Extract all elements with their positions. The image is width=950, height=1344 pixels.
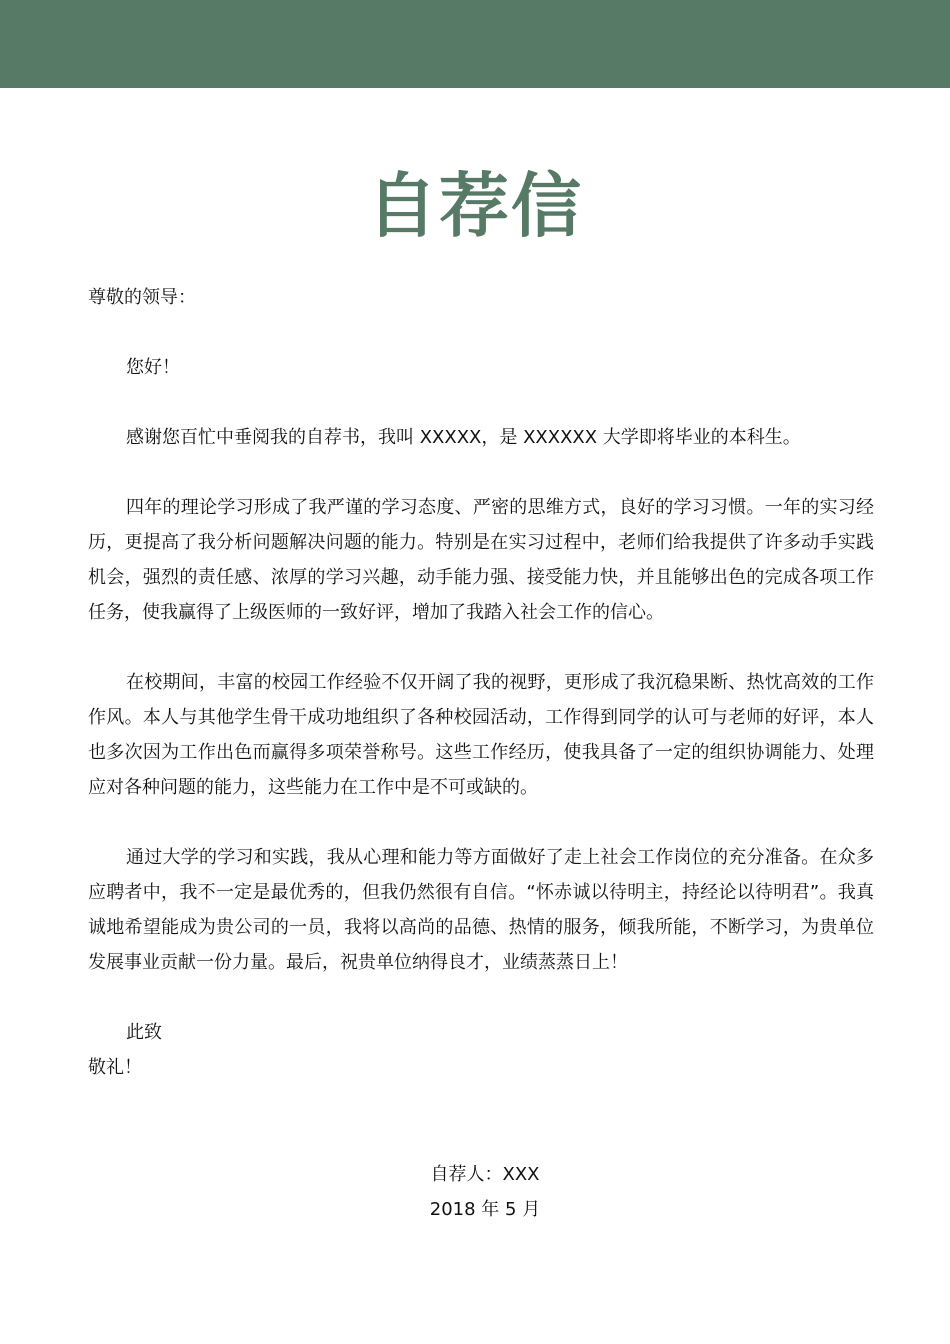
header-band bbox=[0, 0, 950, 88]
paragraph-study: 四年的理论学习形成了我严谨的学习态度、严密的思维方式，良好的学习习惯。一年的实习经历，更提高了我分析问题解决问题的能力。特别是在实习过程中，老师们给我提供了许多动手实践机会，强烈的责任感、浓厚的学习兴趣，动手能力强、接受能力快，并且能够出色的完成各项工作任务，使我赢得了上级医师的一致好评，增加了我踏入社会工作的信心。 bbox=[88, 497, 874, 623]
signature-name: 自荐人：XXX bbox=[430, 1164, 540, 1185]
page-title: 自荐信 bbox=[367, 165, 583, 247]
letter-body bbox=[88, 280, 874, 1085]
paragraph-conclusion: 通过大学的学习和实践，我从心理和能力等方面做好了走上社会工作岗位的充分准备。在众多应聘者中，我不一定是最优秀的，但我仍然很有自信。“怀赤诚以待明主，持经论以待明君”。我真诚地希望能成为贵公司的一员，我将以高尚的品德、热情的服务，倾我所能，不断学习，为贵单位发展事业贡献一份力量。最后，祝贵单位纳得良才，业绩蒸蒸日上！ bbox=[88, 847, 874, 973]
paragraph-campus: 在校期间，丰富的校园工作经验不仅开阔了我的视野，更形成了我沉稳果断、热忱高效的工作作风。本人与其他学生骨干成功地组织了各种校园活动，工作得到同学的认可与老师的好评，本人也多次因为工作出色而赢得多项荣誉称号。这些工作经历，使我具备了一定的组织协调能力、处理应对各种问题的能力，这些能力在工作中是不可或缺的。 bbox=[88, 672, 874, 798]
salutation: 尊敬的领导： bbox=[88, 287, 196, 308]
closing-line-1: 此致 bbox=[126, 1022, 162, 1043]
paragraph-intro: 感谢您百忙中垂阅我的自荐书，我叫 XXXXX，是 XXXXXX 大学即将毕业的本科生。 bbox=[126, 427, 801, 448]
closing-line-2: 敬礼！ bbox=[88, 1057, 142, 1078]
signature-block bbox=[0, 1157, 950, 1227]
greeting: 您好！ bbox=[126, 357, 180, 378]
signature-date: 2018 年 5 月 bbox=[429, 1199, 541, 1220]
